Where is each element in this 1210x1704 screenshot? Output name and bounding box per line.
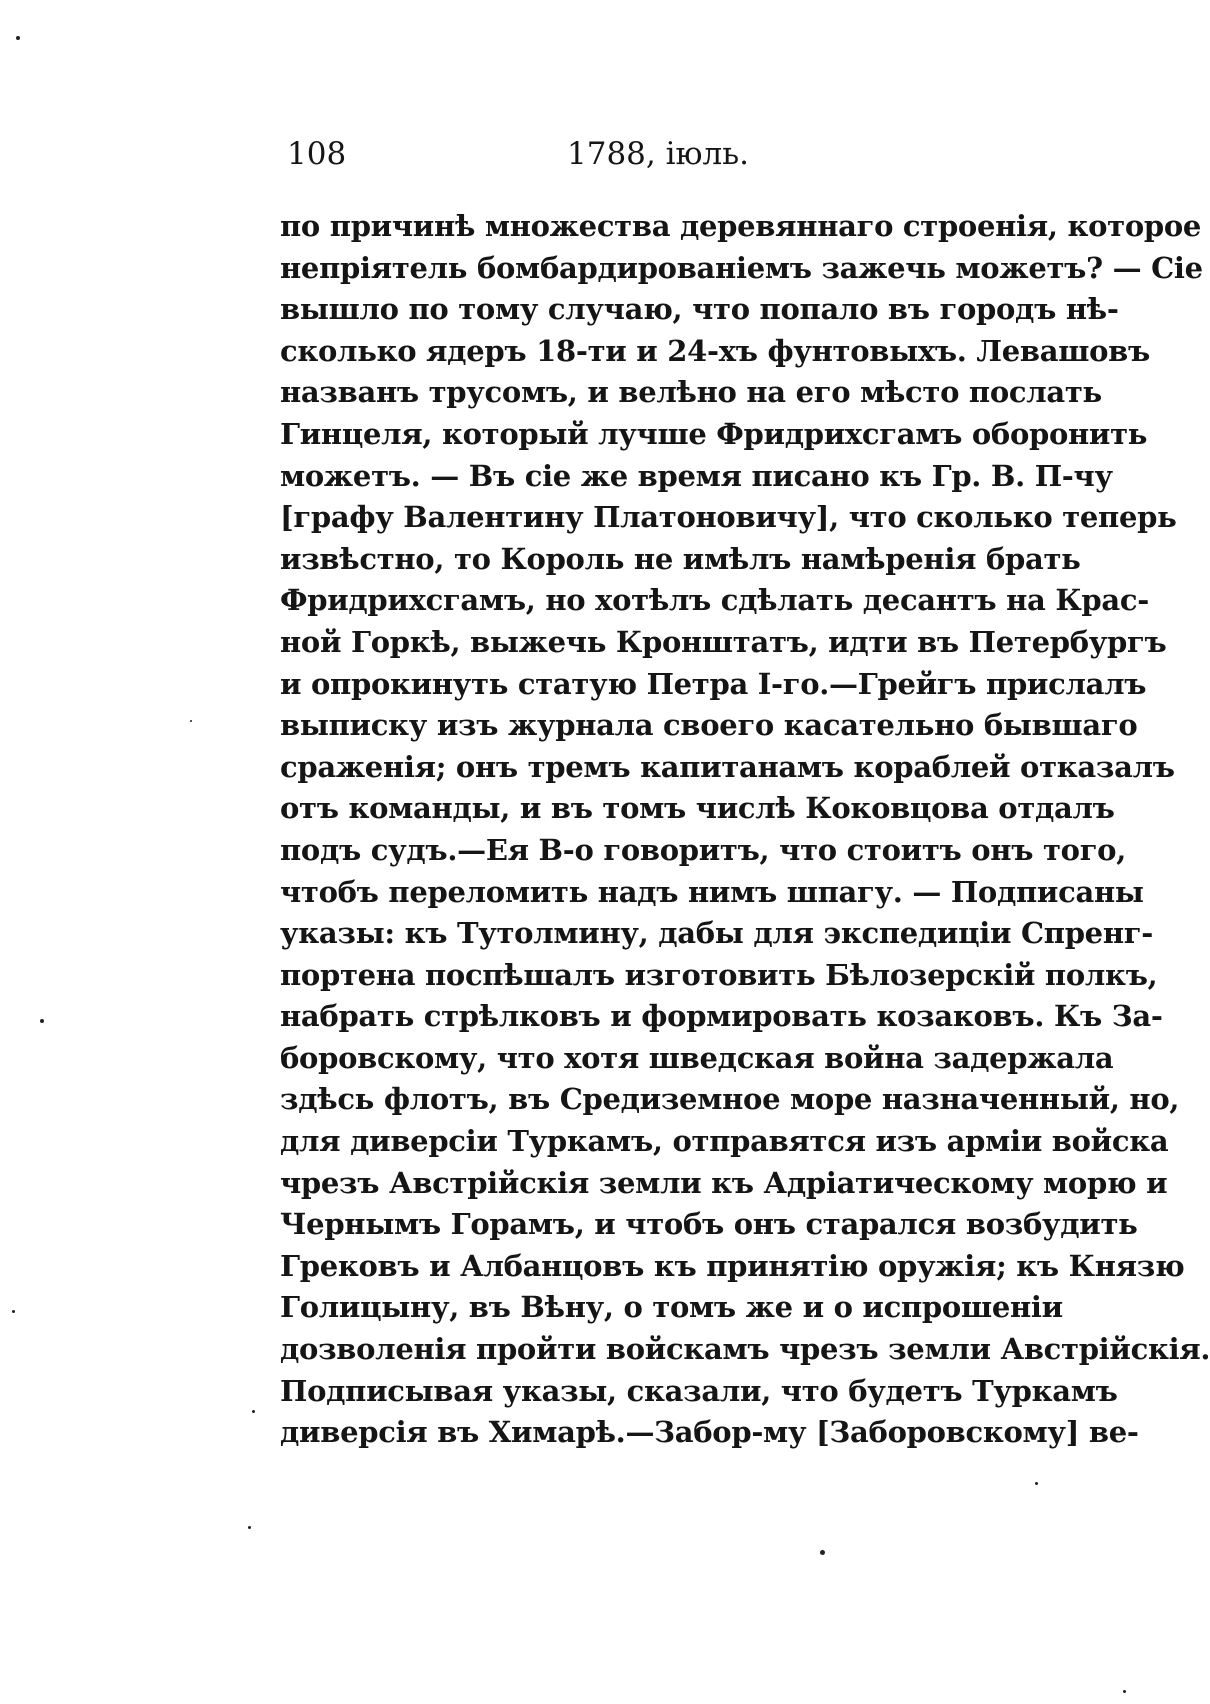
text-line: сколько ядеръ 18-ти и 24-хъ фунтовыхъ. Левашовъ [280,333,1150,368]
scan-speck [248,1526,251,1529]
text-line: Гинцеля, который лучше Фридрихсгамъ оборонить [280,416,1148,451]
scan-speck [820,1550,825,1555]
text-line: и опрокинуть статую Петра I-го.—Грейгъ прислалъ [280,666,1147,701]
scan-speck [1035,1482,1038,1485]
scan-speck [190,720,192,722]
text-line: набрать стрѣлковъ и формировать козаковъ. Къ За- [280,999,1163,1034]
text-line: Фридрихсгамъ, но хотѣлъ сдѣлать десантъ на Крас- [280,583,1149,618]
text-line: чрезъ Австрійскія земли къ Адріатическому морю и [280,1165,1168,1200]
scan-speck [1123,1690,1126,1693]
text-line: ной Горкѣ, выжечь Кронштатъ, идти въ Петербургъ [280,624,1167,659]
running-title: 1788, іюль. [567,136,749,172]
text-line: названъ трусомъ, и велѣно на его мѣсто послать [280,375,1102,410]
text-line: по причинѣ множества деревяннаго строенія, которое [280,209,1202,243]
page-number: 108 [287,136,347,172]
text-line: выписку изъ журнала своего касательно бывшаго [280,708,1138,743]
scan-speck [252,1410,255,1413]
text-line: для диверсіи Туркамъ, отправятся изъ арміи войска [280,1124,1169,1159]
body-text [280,206,1210,1454]
running-header [287,132,1007,176]
scan-speck [16,36,20,40]
text-line: сраженія; онъ тремъ капитанамъ кораблей отказалъ [280,749,1175,784]
scan-speck [12,1310,15,1313]
text-line: указы: къ Тутолмину, дабы для экспедиціи Спренг- [280,916,1153,951]
text-line: вышло по тому случаю, что попало въ городъ нѣ- [280,292,1119,327]
text-line: [графу Валентину Платоновичу], что сколько теперь [280,500,1177,535]
text-line: отъ команды, и въ томъ числѣ Коковцова отдалъ [280,791,1115,826]
text-line: Голицыну, въ Вѣну, о томъ же и о испрошеніи [280,1290,1063,1325]
text-line: дозволенія пройти войскамъ чрезъ земли Австрійскія. [280,1332,1210,1367]
text-line: Чернымъ Горамъ, и чтобъ онъ старался возбудить [280,1207,1138,1242]
text-line: здѣсь флотъ, въ Средиземное море назначенный, но, [280,1082,1180,1117]
text-line: Подписывая указы, сказали, что будетъ Туркамъ [280,1373,1118,1408]
text-line: извѣстно, то Король не имѣлъ намѣренія брать [280,541,1081,576]
text-line: Грековъ и Албанцовъ къ принятію оружія; къ Князю [280,1248,1185,1283]
text-line: чтобъ переломить надъ нимъ шпагу. — Подписаны [280,874,1144,909]
text-line: портена поспѣшалъ изготовить Бѣлозерскій полкъ, [280,957,1158,992]
text-line: можетъ. — Въ сіе же время писано къ Гр. В. П-чу [280,458,1113,493]
scan-speck [40,1019,44,1023]
text-line: боровскому, что хотя шведская война задержала [280,1040,1114,1075]
text-line: непріятель бомбардированіемъ зажечь можетъ? — Сіе [280,250,1203,285]
text-line: диверсія въ Химарѣ.—Забор-му [Заборовскому] ве- [280,1415,1139,1450]
text-line: подъ судъ.—Ея В-о говоритъ, что стоитъ онъ того, [280,832,1126,867]
